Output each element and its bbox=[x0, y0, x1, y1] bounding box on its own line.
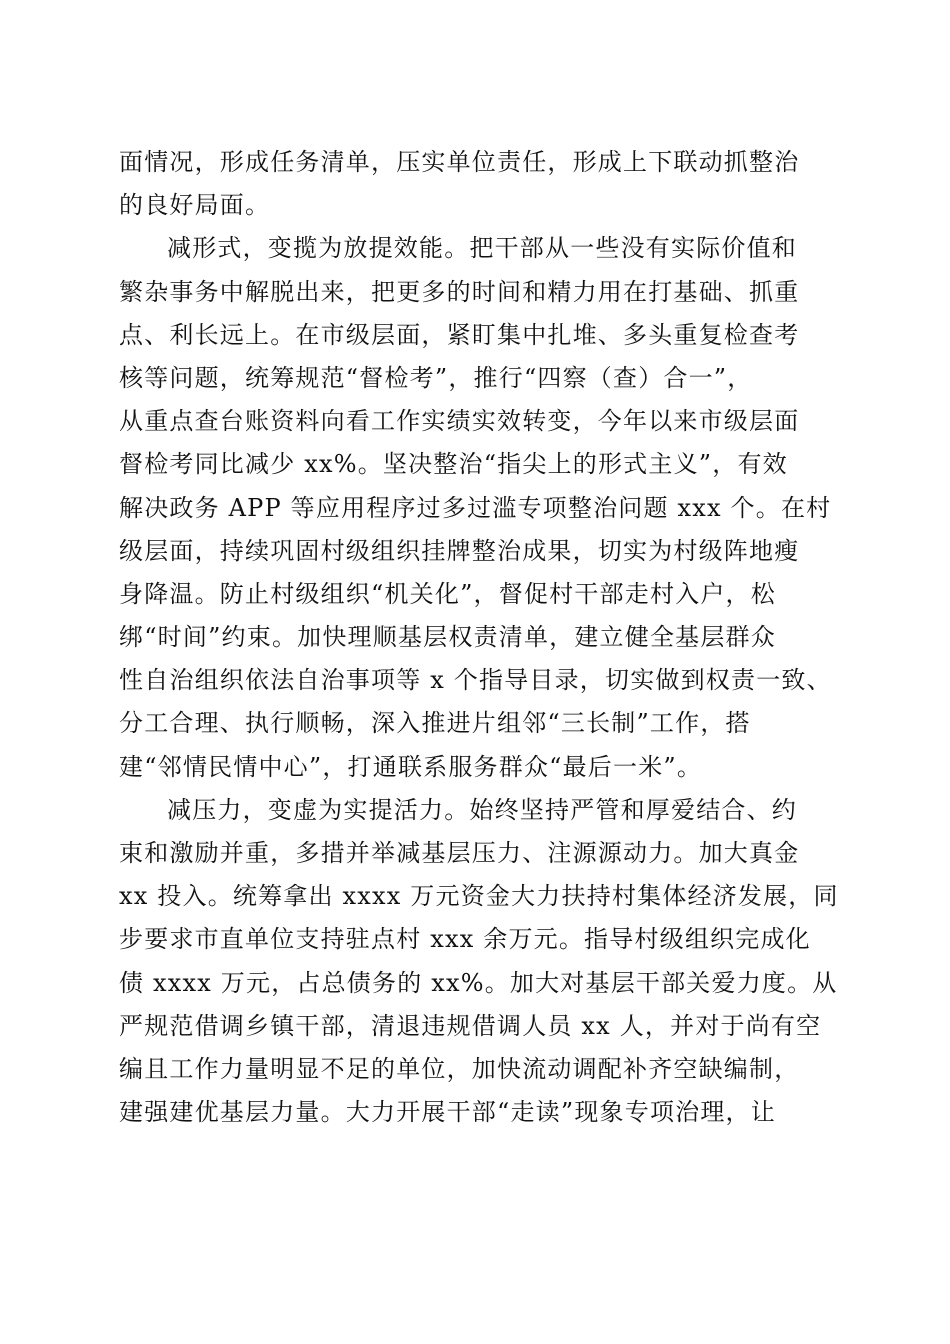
paragraph-1-line-2: 的良好局面。 bbox=[119, 191, 271, 220]
paragraph-3-line-1: 减压力，变虚为实提活力。始终坚持严管和厚爱结合、约 bbox=[167, 795, 797, 824]
paragraph-3-line-8: 建强建优基层力量。大力开展干部“走读”现象专项治理，让 bbox=[119, 1098, 776, 1127]
paragraph-3-line-4: 步要求市直单位支持驻点村 xxx 余万元。指导村级组织完成化 bbox=[119, 925, 811, 954]
paragraph-3-line-6: 严规范借调乡镇干部，清退违规借调人员 xx 人，并对于尚有空 bbox=[119, 1011, 822, 1040]
paragraph-2-line-13: 建“邻情民情中心”，打通联系服务群众“最后一米”。 bbox=[119, 752, 703, 781]
paragraph-3-line-2: 束和激励并重，多措并举减基层压力、注源源动力。加大真金 bbox=[119, 839, 800, 867]
paragraph-2-line-1: 减形式，变揽为放提效能。把干部从一些没有实际价值和 bbox=[167, 234, 797, 263]
document-body bbox=[119, 141, 839, 1134]
paragraph-3-line-7: 编且工作力量明显不足的单位，加快流动调配补齐空缺编制， bbox=[119, 1054, 800, 1083]
paragraph-2-line-5: 从重点查台账资料向看工作实绩实效转变，今年以来市级层面 bbox=[119, 407, 800, 436]
paragraph-2-line-12: 分工合理、执行顺畅，深入推进片组邻“三长制”工作，搭 bbox=[119, 709, 751, 738]
paragraph-2-line-7: 解决政务 APP 等应用程序过多过滥专项整治问题 xxx 个。在村 bbox=[119, 493, 832, 522]
paragraph-3-line-5: 债 xxxx 万元，占总债务的 xx%。加大对基层干部关爱力度。从 bbox=[119, 968, 838, 997]
paragraph-2-line-2: 繁杂事务中解脱出来，把更多的时间和精力用在打基础、抓重 bbox=[119, 277, 800, 306]
paragraph-2-line-9: 身降温。防止村级组织“机关化”，督促村干部走村入户，松 bbox=[119, 579, 776, 608]
paragraph-2-line-6: 督检考同比减少 xx%。坚决整治“指尖上的形式主义”，有效 bbox=[119, 450, 788, 479]
paragraph-2-line-8: 级层面，持续巩固村级组织挂牌整治成果，切实为村级阵地瘦 bbox=[119, 536, 800, 565]
paragraph-2-line-4: 核等问题，统筹规范“督检考”，推行“四察（查）合一”， bbox=[119, 363, 753, 392]
paragraph-2-line-3: 点、利长远上。在市级层面，紧盯集中扎堆、多头重复检查考 bbox=[119, 320, 800, 349]
paragraph-2-line-11: 性自治组织依法自治事项等 x 个指导目录，切实做到权责一致、 bbox=[119, 666, 832, 695]
paragraph-3-line-3: xx 投入。统筹拿出 xxxx 万元资金大力扶持村集体经济发展，同 bbox=[119, 882, 839, 911]
paragraph-1-line-1: 面情况，形成任务清单，压实单位责任，形成上下联动抓整治 bbox=[119, 148, 800, 176]
paragraph-2-line-10: 绑“时间”约束。加快理顺基层权责清单，建立健全基层群众 bbox=[119, 623, 776, 652]
